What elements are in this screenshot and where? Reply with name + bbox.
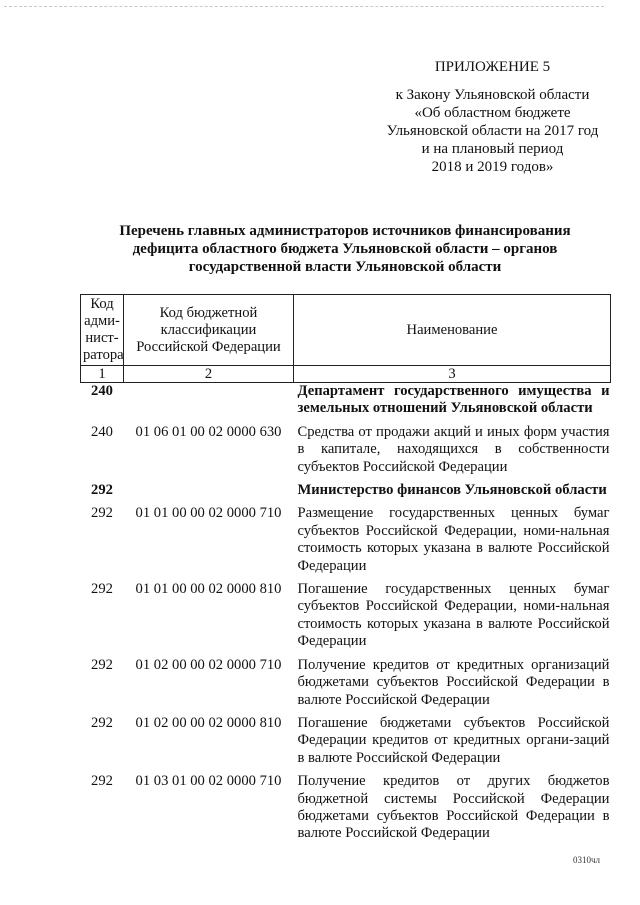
scan-edge-line <box>4 6 604 7</box>
budget-code-cell: 01 02 00 00 02 0000 810 <box>135 714 282 731</box>
admin-code-cell: 292 <box>91 505 113 522</box>
table-row <box>81 715 611 773</box>
document-title-line: Перечень главных администраторов источников финансирования <box>119 223 571 239</box>
name-cell: Получение кредитов от кредитных организаций бюджетами субъектов Российской Федерации в валюте Российской Федерации <box>297 656 610 708</box>
appendix-line: к Закону Ульяновской области <box>395 87 590 103</box>
header-admin-code: Код адми-нист-ратора <box>81 295 124 366</box>
name-cell: Министерство финансов Ульяновской области <box>297 482 607 499</box>
column-number: 1 <box>81 366 124 383</box>
column-number-row <box>81 366 611 383</box>
administrators-table <box>80 294 611 849</box>
appendix-line: «Об областном бюджете <box>414 105 571 121</box>
name-cell: Департамент государственного имущества и земельных отношений Ульяновской области <box>297 383 610 417</box>
table-row-ministry <box>81 482 611 505</box>
budget-code-cell <box>124 482 294 505</box>
budget-code-cell: 01 03 01 00 02 0000 710 <box>135 773 282 790</box>
admin-code-cell: 240 <box>91 423 113 440</box>
table-row <box>81 773 611 849</box>
document-title <box>80 222 610 276</box>
budget-code-cell: 01 06 01 00 02 0000 630 <box>135 423 282 440</box>
appendix-title: ПРИЛОЖЕНИЕ 5 <box>434 59 551 75</box>
name-cell: Размещение государственных ценных бумаг субъектов Российской Федерации, номи-нальная стоимость которых указана в валюте Российской Федерации <box>297 505 610 574</box>
name-cell: Погашение бюджетами субъектов Российской Федерации кредитов от кредитных органи-заций в валюте Российской Федерации <box>297 714 610 766</box>
document-title-line: государственной власти Ульяновской области <box>188 259 502 275</box>
admin-code-cell: 292 <box>91 714 113 731</box>
table-row <box>81 505 611 581</box>
header-budget-code: Код бюджетной классификации Российской Федерации <box>124 295 294 366</box>
table-row-department <box>81 383 611 424</box>
admin-code-cell: 292 <box>91 482 113 499</box>
name-cell: Погашение государственных ценных бумаг субъектов Российской Федерации, номи-нальная стоимость которых указана в валюте Российской Федерации <box>297 581 610 650</box>
admin-code-cell: 292 <box>91 656 113 673</box>
column-number: 2 <box>124 366 294 383</box>
budget-code-cell <box>124 383 294 424</box>
budget-code-cell: 01 02 00 00 02 0000 710 <box>135 656 282 673</box>
footer-print-code: 0310чл <box>573 855 601 865</box>
table-row <box>81 424 611 482</box>
budget-code-cell: 01 01 00 00 02 0000 810 <box>135 581 282 598</box>
appendix-block <box>380 58 605 176</box>
table-header-row <box>81 295 611 366</box>
column-number: 3 <box>294 366 611 383</box>
table-row <box>81 581 611 657</box>
admin-code-cell: 292 <box>91 581 113 598</box>
name-cell: Получение кредитов от других бюджетов бюджетной системы Российской Федерации бюджетами субъектов Российской Федерации в валюте Российской Федерации <box>297 773 610 842</box>
header-name: Наименование <box>294 295 611 366</box>
appendix-line: Ульяновской области на 2017 год <box>386 123 599 139</box>
admin-code-cell: 240 <box>91 383 113 399</box>
admin-code-cell: 292 <box>91 773 113 790</box>
document-title-line: дефицита областного бюджета Ульяновской области – органов <box>132 241 558 257</box>
appendix-line: и на плановый период <box>421 141 564 157</box>
budget-code-cell: 01 01 00 00 02 0000 710 <box>135 505 282 522</box>
table-row <box>81 657 611 715</box>
appendix-line: 2018 и 2019 годов» <box>431 159 554 175</box>
name-cell: Средства от продажи акций и иных форм участия в капитале, находящихся в собственности субъектов Российской Федерации <box>297 423 610 475</box>
